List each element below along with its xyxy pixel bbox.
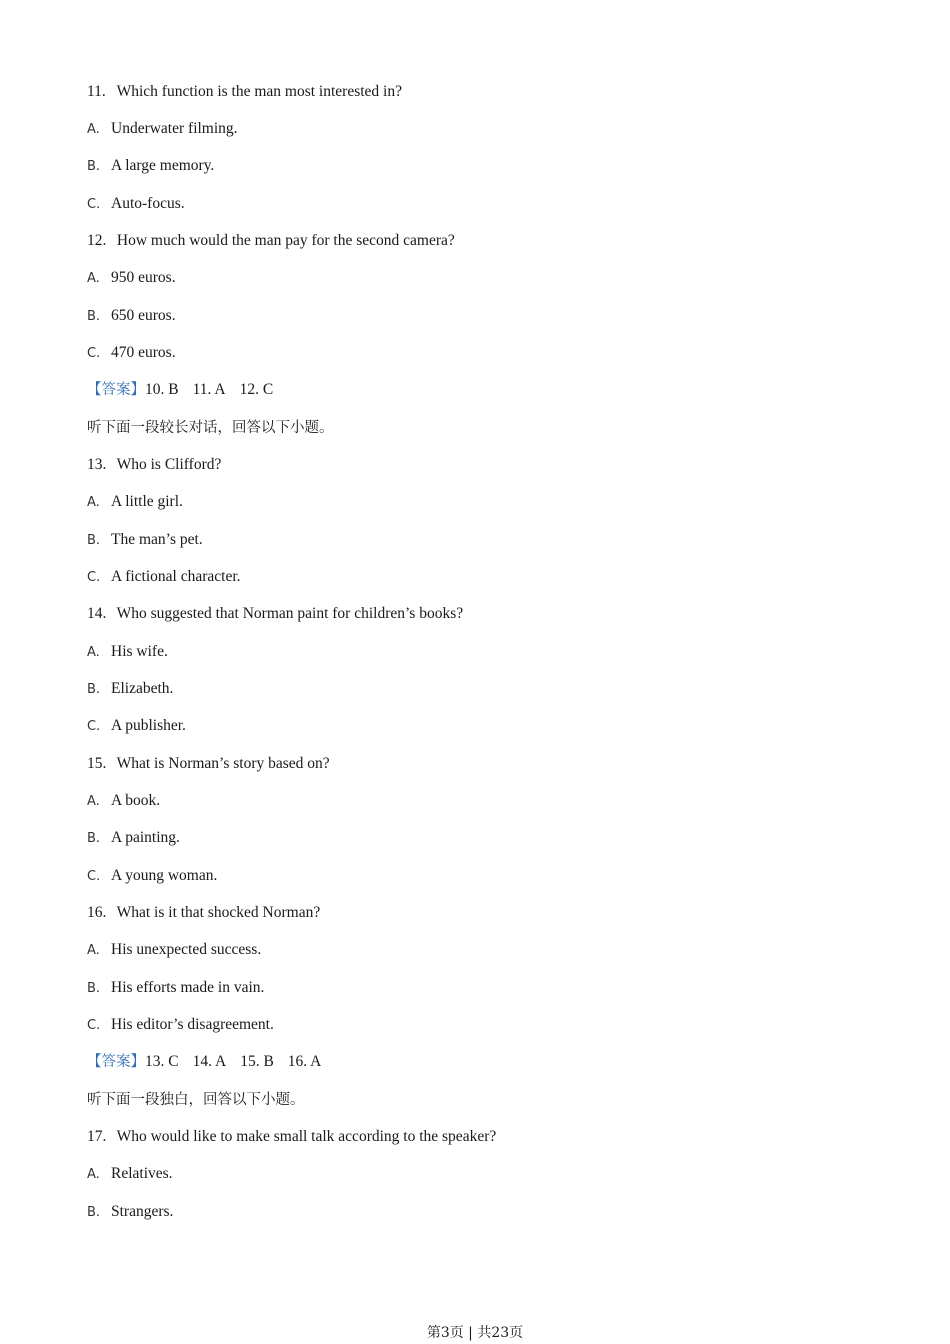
option-13-c — [87, 567, 241, 588]
option-13-a — [87, 492, 183, 513]
option-letter: C. — [87, 719, 101, 734]
option-text: 470 euros. — [111, 344, 176, 361]
question-text: What is it that shocked Norman? — [116, 904, 321, 921]
question-number: 13. — [87, 456, 107, 473]
answer-line-1 — [87, 380, 287, 400]
option-letter: A. — [87, 645, 100, 660]
question-number: 14. — [87, 605, 107, 622]
question-number: 17. — [87, 1128, 107, 1145]
question-number: 12. — [87, 232, 107, 249]
option-text: Relatives. — [111, 1165, 173, 1182]
answer-item: 15. B — [240, 1053, 274, 1070]
option-letter: B. — [87, 533, 101, 548]
question-number: 16. — [87, 904, 107, 921]
page-footer: 第3页 | 共23页 — [426, 1325, 524, 1341]
answer-item: 14. A — [192, 1053, 227, 1070]
question-text: Who suggested that Norman paint for children’s books? — [116, 605, 464, 622]
option-11-c — [87, 194, 185, 215]
option-text: 650 euros. — [111, 307, 176, 324]
option-text: A painting. — [111, 829, 180, 846]
answer-line-2 — [87, 1052, 335, 1072]
option-text: 950 euros. — [111, 269, 176, 286]
option-text: His efforts made in vain. — [111, 979, 265, 996]
option-15-a — [87, 791, 160, 812]
question-13 — [87, 455, 221, 475]
option-16-b — [87, 978, 264, 999]
question-number: 15. — [87, 755, 107, 772]
question-text: Who would like to make small talk according to the speaker? — [116, 1128, 497, 1145]
question-text: Which function is the man most interested in? — [116, 83, 402, 100]
option-17-a — [87, 1164, 173, 1185]
option-letter: B. — [87, 831, 101, 846]
option-text: His unexpected success. — [111, 941, 262, 958]
option-letter: C. — [87, 346, 101, 361]
question-12 — [87, 231, 455, 251]
option-text: A large memory. — [111, 157, 215, 174]
option-text: Strangers. — [111, 1203, 174, 1220]
section-instruction: 听下面一段独白，回答以下小题。 — [87, 1092, 305, 1108]
option-letter: B. — [87, 309, 101, 324]
question-text: What is Norman’s story based on? — [116, 755, 330, 772]
question-14 — [87, 604, 463, 624]
option-letter: A. — [87, 495, 100, 510]
option-text: A publisher. — [111, 717, 186, 734]
option-text: His editor’s disagreement. — [111, 1016, 274, 1033]
option-letter: A. — [87, 943, 100, 958]
option-12-b — [87, 306, 176, 327]
answer-item: 12. C — [239, 381, 274, 398]
option-14-c — [87, 716, 186, 737]
question-11 — [87, 82, 402, 102]
question-text: Who is Clifford? — [116, 456, 222, 473]
option-text: His wife. — [111, 643, 168, 660]
option-15-b — [87, 828, 180, 849]
option-letter: C. — [87, 1018, 101, 1033]
option-text: A little girl. — [111, 493, 183, 510]
option-letter: B. — [87, 981, 101, 996]
option-14-a — [87, 642, 168, 663]
answer-item: 10. B — [145, 381, 179, 398]
option-11-b — [87, 156, 214, 177]
option-letter: B. — [87, 1205, 101, 1220]
option-text: Underwater filming. — [111, 120, 238, 137]
option-text: A young woman. — [111, 867, 218, 884]
option-text: Auto-focus. — [111, 195, 185, 212]
option-text: The man’s pet. — [111, 531, 203, 548]
section-instruction: 听下面一段较长对话，回答以下小题。 — [87, 420, 334, 436]
question-number: 11. — [87, 83, 106, 100]
option-letter: A. — [87, 122, 100, 137]
question-16 — [87, 903, 320, 923]
option-letter: A. — [87, 794, 100, 809]
option-text: A fictional character. — [111, 568, 241, 585]
answer-tag: 【答案】 — [87, 382, 145, 398]
answer-item: 11. A — [192, 381, 226, 398]
option-letter: B. — [87, 159, 101, 174]
option-letter: C. — [87, 869, 101, 884]
option-17-b — [87, 1202, 173, 1223]
option-16-c — [87, 1015, 274, 1036]
option-letter: A. — [87, 1167, 100, 1182]
answer-item: 16. A — [287, 1053, 322, 1070]
option-letter: C. — [87, 197, 101, 212]
answer-item: 13. C — [145, 1053, 179, 1070]
option-12-a — [87, 268, 176, 289]
option-letter: A. — [87, 271, 100, 286]
option-12-c — [87, 343, 176, 364]
option-letter: C. — [87, 570, 101, 585]
question-text: How much would the man pay for the second camera? — [116, 232, 455, 249]
option-text: A book. — [111, 792, 161, 809]
question-17 — [87, 1127, 496, 1147]
option-11-a — [87, 119, 238, 140]
option-16-a — [87, 940, 261, 961]
option-13-b — [87, 530, 203, 551]
answer-tag: 【答案】 — [87, 1054, 145, 1070]
option-text: Elizabeth. — [111, 680, 174, 697]
option-15-c — [87, 866, 217, 887]
question-15 — [87, 754, 330, 774]
option-14-b — [87, 679, 173, 700]
option-letter: B. — [87, 682, 101, 697]
